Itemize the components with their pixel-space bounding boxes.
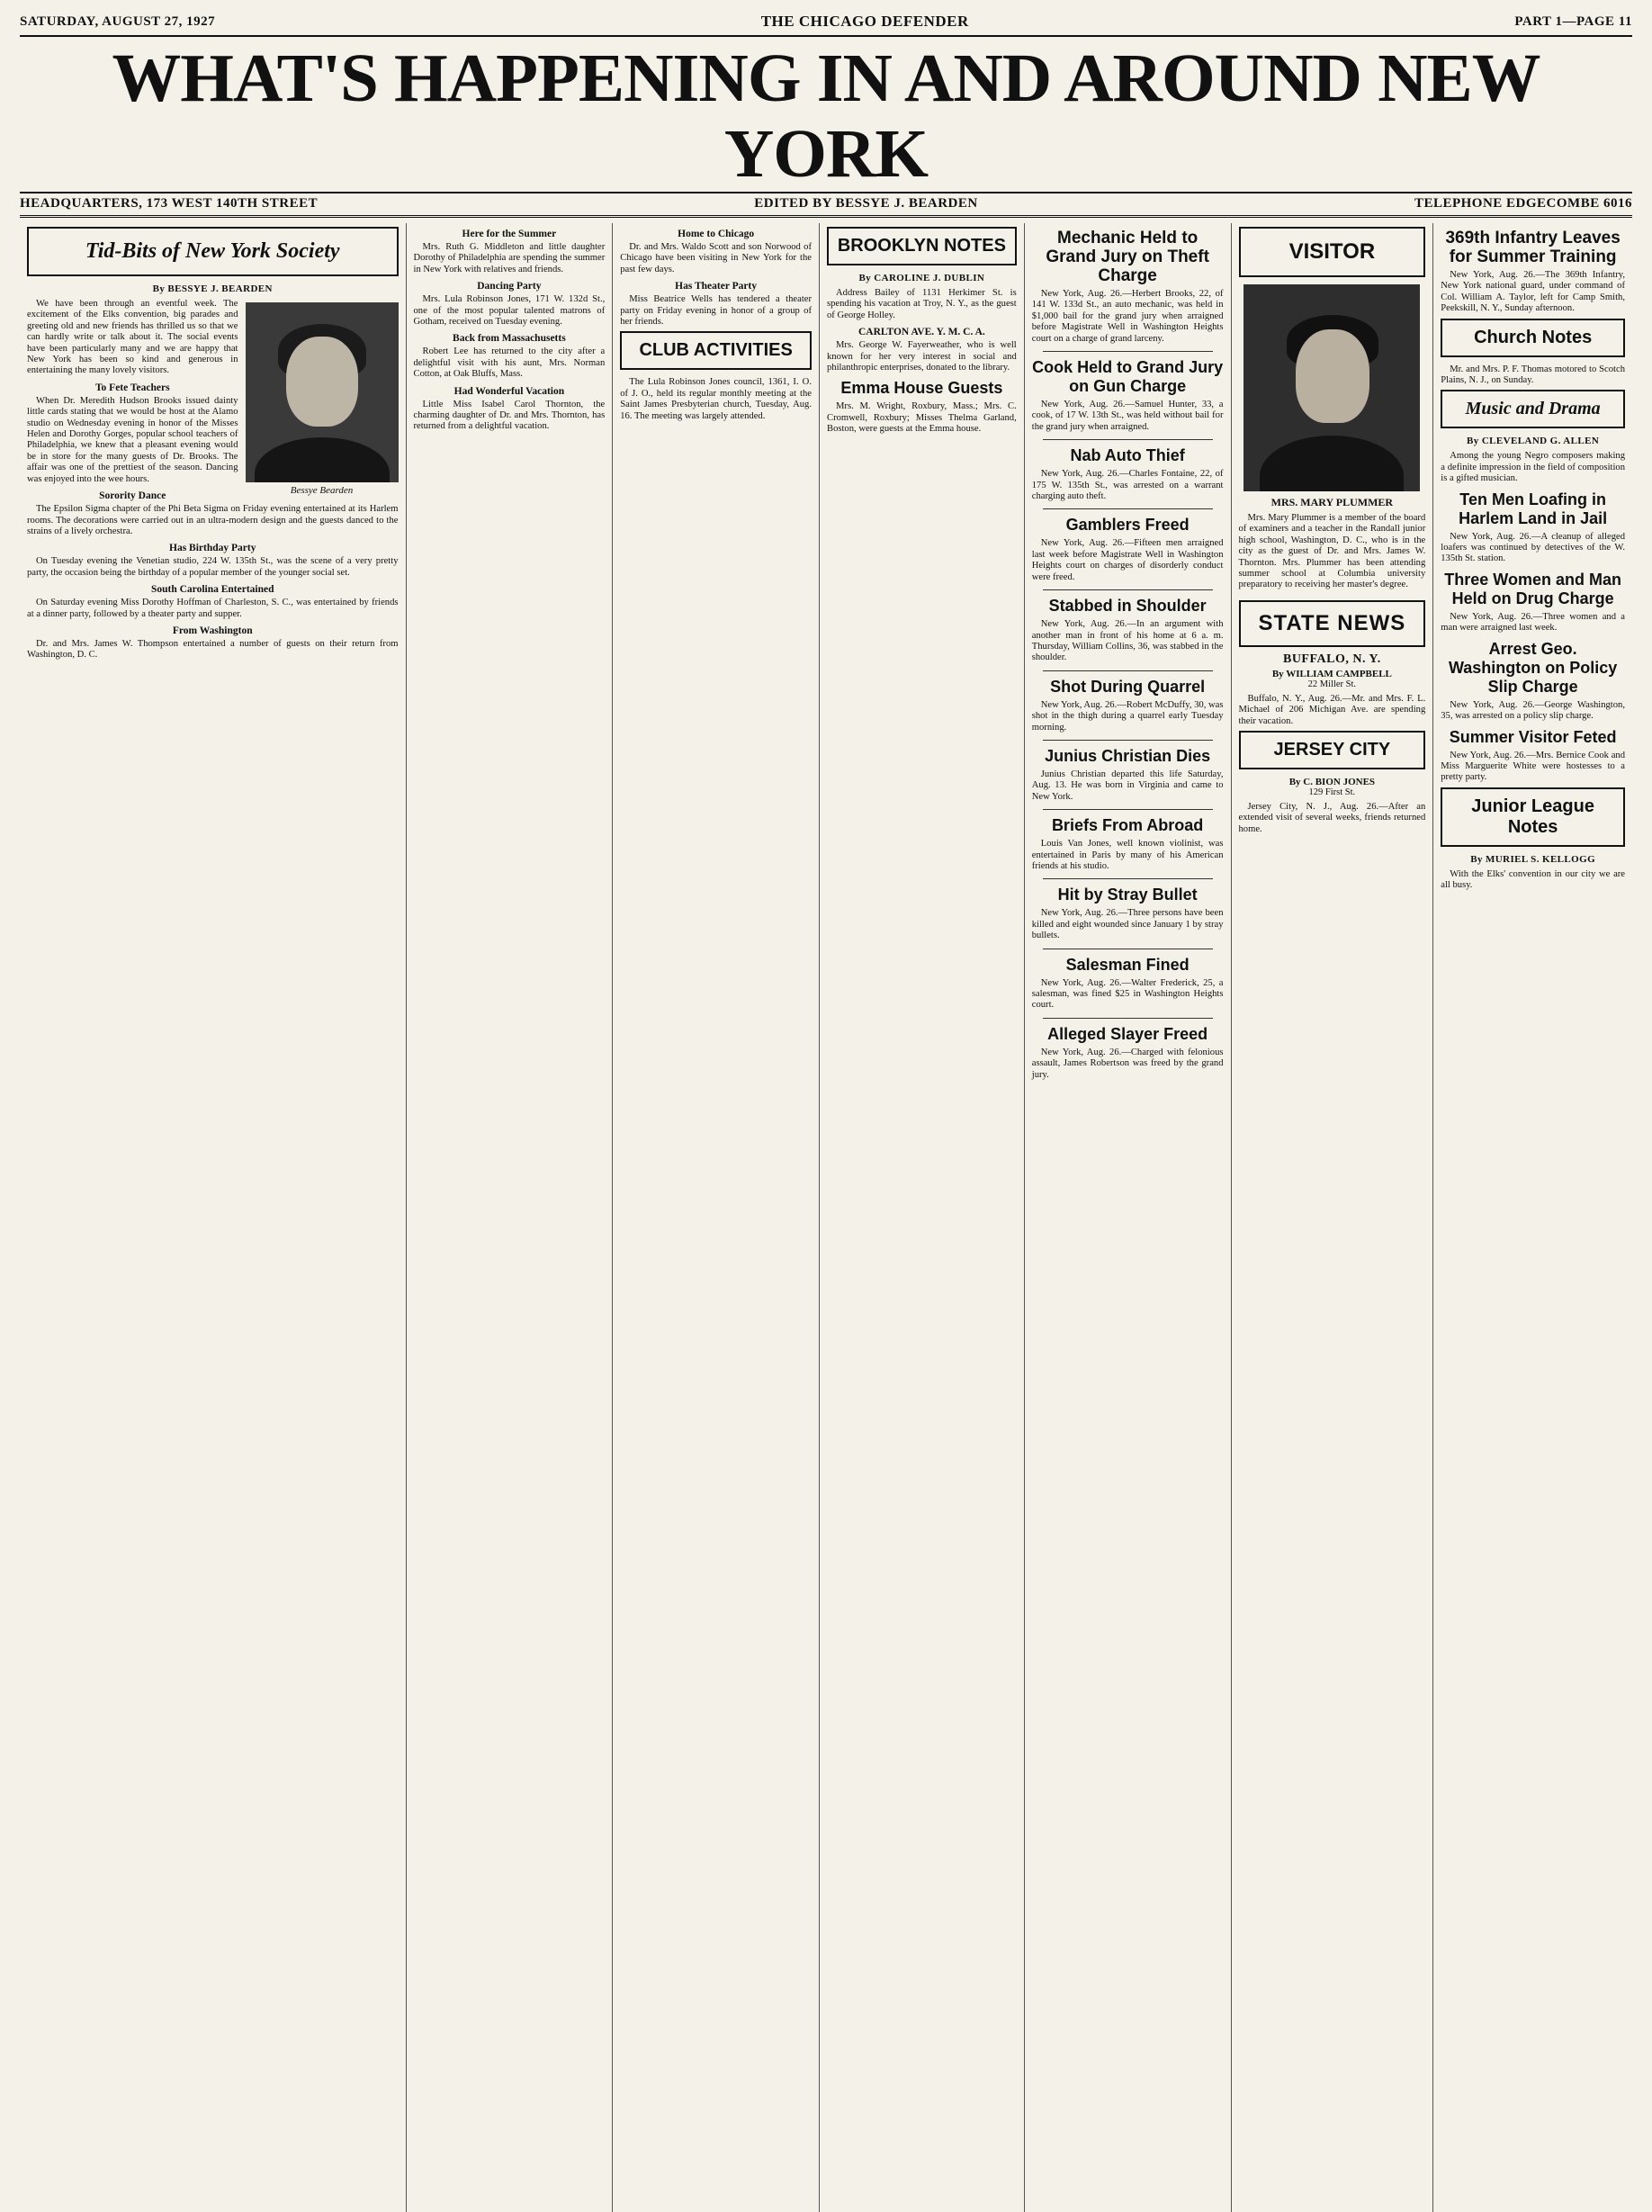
- portrait: [246, 302, 399, 496]
- article-text: Louis Van Jones, well known violinist, was entertained in Paris by many of his American friends at his studio.: [1031, 839, 1224, 871]
- subhead: Here for the Summer: [462, 229, 557, 239]
- article-text: Buffalo, N. Y., Aug. 26.—Mr. and Mrs. F. L. Michael of 206 Michigan Ave. are spending their vacation.: [1238, 693, 1426, 726]
- column-society-continued: [407, 223, 614, 2212]
- subhead: Had Wonderful Vacation: [453, 385, 565, 397]
- column-music-drama: [1433, 223, 1632, 2212]
- subhead: South Carolina Entertained: [150, 584, 274, 596]
- subhead: CARLTON AVE. Y. M. C. A.: [857, 327, 985, 338]
- article-text: Little Miss Isabel Carol Thornton, the charming daughter of Dr. and Mrs. Thornton, has returned from a delightful vacation.: [413, 399, 606, 432]
- article-text: Junius Christian departed this life Saturday, Aug. 13. He was born in Virginia and came to New York.: [1031, 769, 1224, 802]
- byline: By WILLIAM CAMPBELL: [1271, 668, 1392, 679]
- issue-date: SATURDAY, AUGUST 27, 1927: [20, 13, 216, 29]
- state-news-title: STATE NEWS: [1239, 600, 1426, 647]
- visitor-title: VISITOR: [1239, 227, 1426, 277]
- paper-name: THE CHICAGO DEFENDER: [760, 13, 969, 30]
- subhead: To Fete Teachers: [94, 382, 170, 393]
- article-text: New York, Aug. 26.—Charles Fontaine, 22, of 175 W. 135th St., was arrested on a warrant charging auto theft.: [1031, 469, 1224, 502]
- article-headline: Mechanic Held to Grand Jury on Theft Charge: [1046, 229, 1209, 285]
- article-headline: Shot During Quarrel: [1050, 677, 1206, 696]
- article-text: New York, Aug. 26.—Fifteen men arraigned last week before Magistrate Well in Washington Heights court on charges of disorderly conduct were freed.: [1031, 538, 1224, 582]
- article-text: Address Bailey of 1131 Herkimer St. is spending his vacation at Troy, N. Y., as the guest of George Holley.: [827, 288, 1017, 320]
- article-text: New York, Aug. 26.—Mrs. Bernice Cook and Miss Marguerite White were hostesses to a pretty party.: [1441, 750, 1625, 783]
- article-text: New York, Aug. 26.—George Washington, 35, was arrested on a policy slip charge.: [1441, 699, 1625, 722]
- article-headline: Briefs From Abroad: [1051, 816, 1204, 835]
- article-text: New York, Aug. 26.—Charged with felonious assault, James Robertson was freed by the grand jury.: [1031, 1047, 1224, 1080]
- article-headline: 369th Infantry Leaves for Summer Training: [1445, 229, 1621, 266]
- address: 129 First St.: [1308, 787, 1356, 798]
- column-society-continued-2: [613, 223, 820, 2212]
- brooklyn-notes-title: BROOKLYN NOTES: [827, 227, 1017, 265]
- byline: By MURIEL S. KELLOGG: [1470, 853, 1596, 865]
- column-society: [20, 223, 407, 2212]
- society-byline: By BESSYE J. BEARDEN: [152, 283, 273, 294]
- top-line: [20, 13, 1632, 37]
- article-text: On Tuesday evening the Venetian studio, 224 W. 135th St., was the scene of a very pretty party, the occasion being the birthday of a popular member of the younger social set.: [27, 556, 399, 578]
- article-text: Miss Beatrice Wells has tendered a theater party on Friday evening in honor of a group of her friends.: [620, 294, 812, 328]
- article-text: Mrs. Mary Plummer is a member of the board of examiners and a teacher in the Randall junior high school, Washington, D. C., who is in the city as the guest of Dr. and Mrs. James W. Thornton. Mrs. Plummer has been attending summer school at Columbia university preparatory to receiving her master's degree.: [1238, 513, 1426, 590]
- columns: [20, 223, 1632, 2212]
- telephone: TELEPHONE EDGECOMBE 6016: [1414, 196, 1632, 211]
- sub-line: [20, 192, 1632, 218]
- article-text: Mrs. George W. Fayerweather, who is well known for her very interest in social and philanthropic enterprises, donated to the library.: [827, 340, 1017, 373]
- article-text: Dr. and Mrs. Waldo Scott and son Norwood of Chicago have been visiting in New York for the past few days.: [620, 242, 812, 274]
- column-visitor-state-news: [1232, 223, 1434, 2212]
- article-text: Jersey City, N. J., Aug. 26.—After an extended visit of several weeks, friends returned home.: [1238, 802, 1426, 834]
- address: 22 Miller St.: [1307, 679, 1357, 689]
- article-headline: Three Women and Man Held on Drug Charge: [1444, 570, 1621, 607]
- article-text: When Dr. Meredith Hudson Brooks issued dainty little cards stating that we would be host at the Alamo studio on Wednesday evening in honor of the Misses Helen and Dorothy Gorges, popular school teachers of Philadelphia, we knew that a pleasant evening would be in store for the many guests of Dr. Brooks. The affair was one of the prettiest of the season. Dancing was enjoyed into the wee hours.: [27, 395, 238, 484]
- article-text: New York, Aug. 26.—The 369th Infantry, New York national guard, under command of Col. William A. Taylor, left for Camp Smith, Peekskill, N. Y., Sunday afternoon.: [1441, 270, 1625, 314]
- brooklyn-byline: By CAROLINE J. DUBLIN: [858, 273, 985, 283]
- portrait-caption: Bessye Bearden: [290, 485, 354, 496]
- article-text: New York, Aug. 26.—Samuel Hunter, 33, a cook, of 17 W. 13th St., was held without bail for the grand jury when arraigned.: [1031, 400, 1224, 432]
- visitor-caption: MRS. MARY PLUMMER: [1270, 496, 1394, 508]
- article-headline: Salesman Fined: [1065, 955, 1190, 974]
- article-text: New York, Aug. 26.—Three persons have been killed and eight wounded since January 1 by stray bullets.: [1031, 908, 1224, 941]
- portrait-photo: [246, 302, 399, 482]
- article-text: Dr. and Mrs. James W. Thompson entertained a number of guests on their return from Washington, D. C.: [27, 638, 399, 661]
- article-headline: Hit by Stray Bullet: [1057, 886, 1198, 904]
- subhead: Home to Chicago: [678, 229, 755, 239]
- article-headline: Nab Auto Thief: [1070, 446, 1185, 465]
- article-headline: Alleged Slayer Freed: [1047, 1024, 1208, 1043]
- article-text: Among the young Negro composers making a definite impression in the field of composition is a gifted musician.: [1441, 451, 1625, 484]
- article-headline: Ten Men Loafing in Harlem Land in Jail: [1459, 490, 1608, 527]
- article-text: With the Elks' convention in our city we are all busy.: [1441, 868, 1625, 891]
- subhead: Has Birthday Party: [169, 543, 256, 554]
- subhead: Has Theater Party: [675, 281, 758, 292]
- article-headline: Cook Held to Grand Jury on Gun Charge: [1032, 358, 1224, 396]
- junior-league-title: Junior League Notes: [1441, 787, 1625, 847]
- article-text: New York, Aug. 26.—Three women and a man were arraigned last week.: [1441, 611, 1625, 634]
- article-headline: Stabbed in Shoulder: [1048, 597, 1207, 616]
- subhead: Dancing Party: [477, 281, 542, 292]
- article-text: New York, Aug. 26.—Herbert Brooks, 22, of 141 W. 133d St., an auto mechanic, was held in $1,000 bail for the grand jury when arraigned before Magistrate Well in Washington Heights court on a charge of grand larceny.: [1031, 289, 1224, 344]
- society-title: Tid-Bits of New York Society: [27, 227, 399, 276]
- visitor-photo: [1243, 284, 1420, 491]
- church-notes-title: Church Notes: [1441, 319, 1625, 357]
- byline: By C. BION JONES: [1288, 777, 1376, 788]
- byline: By CLEVELAND G. ALLEN: [1467, 436, 1600, 447]
- article-text: We have been through an eventful week. The excitement of the Elks convention, big parades and greeting old and new friends has thrilled us so that we can hardly write or talk about it. The social events have been particularly many and we are happy that New York has been so kind and generous in entertaining the many lovely visitors.: [27, 299, 238, 376]
- article-headline: Emma House Guests: [840, 379, 1003, 398]
- article-text: Mr. and Mrs. P. F. Thomas motored to Scotch Plains, N. J., on Sunday.: [1441, 364, 1625, 386]
- music-drama-title: Music and Drama: [1441, 390, 1625, 428]
- article-text: New York, Aug. 26.—Walter Frederick, 25, a salesman, was fined $25 in Washington Heights court.: [1031, 977, 1224, 1011]
- column-news: [1025, 223, 1232, 2212]
- article-text: New York, Aug. 26.—Robert McDuffy, 30, was shot in the thigh during a quarrel early Tuesday morning.: [1031, 699, 1224, 733]
- editor-credit: EDITED BY BESSYE J. BEARDEN: [754, 196, 978, 211]
- subhead: From Washington: [172, 625, 253, 636]
- headquarters: HEADQUARTERS, 173 WEST 140TH STREET: [20, 196, 319, 211]
- article-text: Robert Lee has returned to the city after a delightful visit with his aunt, Mrs. Norman Cotton, at Oak Bluffs, Mass.: [413, 346, 606, 380]
- article-text: New York, Aug. 26.—In an argument with another man in front of his home at 6 a. m. Thursday, William Collins, 36, was stabbed in the shoulder.: [1031, 619, 1224, 663]
- subhead: Back from Massachusetts: [453, 333, 566, 345]
- subhead: Sorority Dance: [99, 490, 166, 502]
- article-headline: Summer Visitor Feted: [1449, 727, 1617, 746]
- article-headline: Gamblers Freed: [1065, 516, 1190, 535]
- article-text: Mrs. Ruth G. Middleton and little daughter Dorothy of Philadelphia are spending the summer in New York with relatives and friends.: [413, 242, 606, 274]
- club-activities-title: CLUB ACTIVITIES: [620, 331, 812, 370]
- article-text: Mrs. Lula Robinson Jones, 171 W. 132d St., one of the most popular talented matrons of Gotham, received on Tuesday evening.: [413, 294, 606, 328]
- article-headline: Arrest Geo. Washington on Policy Slip Charge: [1448, 639, 1618, 696]
- page-number: PART 1—PAGE 11: [1514, 13, 1632, 29]
- article-text: New York, Aug. 26.—A cleanup of alleged loafers was continued by detectives of the W. 135th St. station.: [1441, 531, 1625, 564]
- article-headline: Junius Christian Dies: [1045, 746, 1211, 765]
- jersey-city-title: JERSEY CITY: [1239, 731, 1426, 769]
- article-text: The Epsilon Sigma chapter of the Phi Beta Sigma on Friday evening entertained at its Harlem rooms. The decorations were carried out in an ultra-modern design and the guests danced to the strains of a lively orchestra.: [27, 504, 399, 536]
- article-text: The Lula Robinson Jones council, 1361, I. O. of J. O., held its regular monthly meeting at the Saint James Presbyterian church, Tuesday, Aug. 16. The meeting was largely attended.: [620, 377, 812, 421]
- article-text: Mrs. M. Wright, Roxbury, Mass.; Mrs. C. Cromwell, Roxbury; Misses Thelma Garland, Boston, were guests at the Emma house.: [827, 401, 1017, 435]
- article-text: On Saturday evening Miss Dorothy Hoffman of Charleston, S. C., was entertained by friends at a dinner party, followed by a theater party and supper.: [27, 598, 399, 619]
- page-headline: WHAT'S HAPPENING IN AND AROUND NEW YORK: [112, 40, 1540, 192]
- column-brooklyn: [820, 223, 1025, 2212]
- place-heading: BUFFALO, N. Y.: [1282, 652, 1381, 666]
